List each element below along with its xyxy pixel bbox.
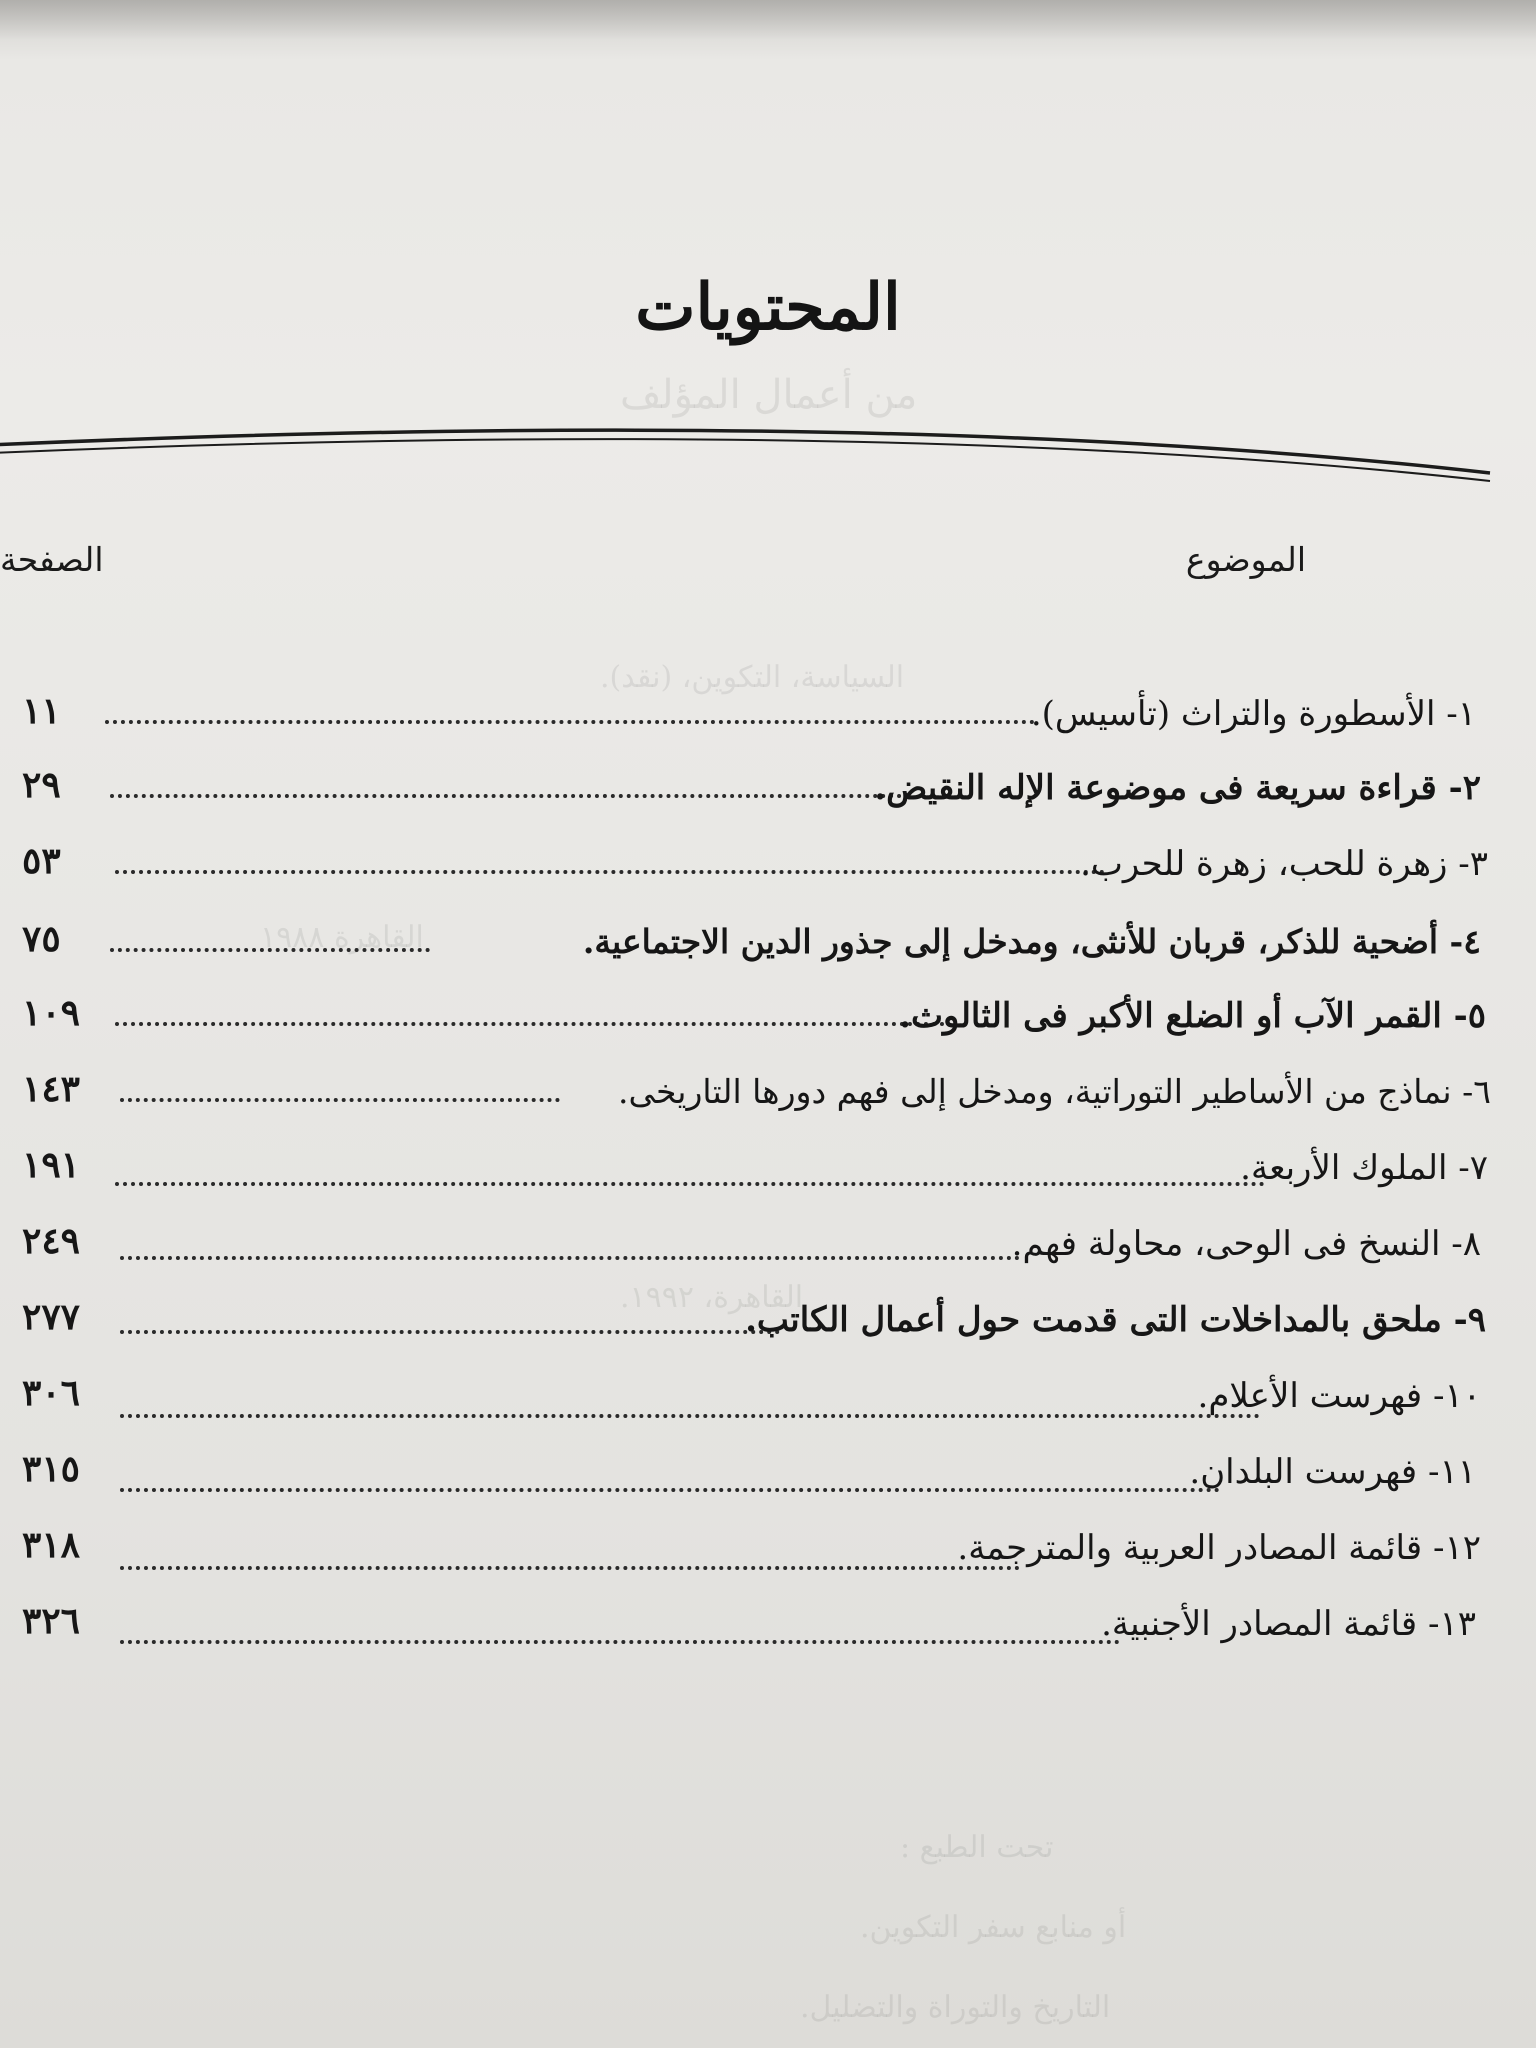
toc-row[interactable] — [0, 1448, 1536, 1508]
toc-entry-label: ٤- أضحية للذكر، قربان للأنثى، ومدخل إلى جذور الدين الاجتماعية. — [582, 922, 1481, 961]
toc-page-number: ٢٧٧ — [22, 1296, 81, 1338]
toc-row[interactable] — [0, 840, 1536, 900]
toc-page-number: ٣١٨ — [22, 1524, 81, 1566]
leader-dots — [120, 1414, 1260, 1418]
leader-dots — [110, 948, 430, 952]
toc-row[interactable] — [0, 690, 1536, 750]
leader-dots — [105, 720, 1035, 724]
toc-entry-label: ٩- ملحق بالمداخلات التى قدمت حول أعمال الكاتب. — [745, 1300, 1486, 1340]
toc-row[interactable] — [0, 764, 1536, 824]
leader-dots — [115, 1022, 945, 1026]
leader-dots — [115, 1182, 1265, 1186]
bleed-through-text: تحت الطبع : — [900, 1830, 1054, 1865]
column-header-subject: الموضوع — [1185, 540, 1306, 579]
toc-page-number: ١١ — [22, 690, 61, 732]
toc-page-number: ٧٥ — [22, 918, 61, 960]
bleed-through-text: أو منابع سفر التكوين. — [860, 1910, 1127, 1945]
toc-page-number: ١٩١ — [22, 1144, 81, 1186]
page-title: المحتويات — [635, 270, 901, 345]
leader-dots — [115, 870, 1105, 874]
leader-dots — [120, 1098, 560, 1102]
toc-page-number: ٣١٥ — [22, 1448, 81, 1490]
toc-page-number: ٢٩ — [22, 764, 61, 806]
toc-entry-label: ١٣- قائمة المصادر الأجنبية. — [1101, 1604, 1476, 1644]
toc-row[interactable] — [0, 1220, 1536, 1280]
toc-entry-label: ١- الأسطورة والتراث (تأسيس). — [1030, 694, 1476, 734]
leader-dots — [120, 1256, 1020, 1260]
leader-dots — [120, 1640, 1120, 1644]
toc-row[interactable] — [0, 992, 1536, 1052]
leader-dots — [120, 1566, 1020, 1570]
bleed-through-text: من أعمال المؤلف — [620, 372, 918, 418]
toc-page-number: ١٤٣ — [22, 1068, 81, 1110]
bleed-through-text: القاهرة، ١٩٩٢. — [620, 1280, 804, 1315]
toc-entry-label: ٢- قراءة سريعة فى موضوعة الإله النقيض. — [874, 768, 1481, 808]
toc-row[interactable] — [0, 1600, 1536, 1660]
toc-entry-label: ٧- الملوك الأربعة. — [1240, 1148, 1488, 1188]
toc-entry-label: ١٠- فهرست الأعلام. — [1197, 1376, 1481, 1416]
toc-row[interactable] — [0, 918, 1536, 978]
bleed-through-text: القاهرة ١٩٨٨ — [260, 920, 424, 955]
bleed-through-text: السياسة، التكوين، (نقد). — [600, 660, 905, 695]
toc-entry-label: ٥- القمر الآب أو الضلع الأكبر فى الثالوث. — [899, 996, 1486, 1036]
toc-entry-label: ١١- فهرست البلدان. — [1189, 1452, 1476, 1492]
toc-page-number: ٣٠٦ — [22, 1372, 81, 1414]
toc-page-number: ٢٤٩ — [22, 1220, 81, 1262]
toc-entry-label: ١٢- قائمة المصادر العربية والمترجمة. — [957, 1528, 1481, 1568]
toc-page-number: ٣٢٦ — [22, 1600, 81, 1642]
leader-dots — [120, 1488, 1220, 1492]
leader-dots — [120, 1330, 780, 1334]
toc-row[interactable] — [0, 1524, 1536, 1584]
column-header-page: الصفحة — [0, 540, 104, 579]
title-rule — [0, 415, 1510, 485]
toc-row[interactable] — [0, 1144, 1536, 1204]
bleed-through-text: التاريخ والتوراة والتضليل. — [800, 1990, 1111, 2025]
toc-page-number: ١٠٩ — [22, 992, 81, 1034]
toc-row[interactable] — [0, 1296, 1536, 1356]
toc-entry-label: ٨- النسخ فى الوحى، محاولة فهم. — [1011, 1224, 1481, 1264]
toc-row[interactable] — [0, 1372, 1536, 1432]
toc-row[interactable] — [0, 1068, 1536, 1128]
leader-dots — [110, 794, 910, 798]
toc-entry-label: ٦- نماذج من الأساطير التوراتية، ومدخل إلى فهم دورها التاريخى. — [617, 1072, 1491, 1111]
toc-page-number: ٥٣ — [22, 840, 61, 882]
toc-entry-label: ٣- زهرة للحب، زهرة للحرب. — [1080, 844, 1488, 884]
page-shadow — [0, 0, 1536, 40]
